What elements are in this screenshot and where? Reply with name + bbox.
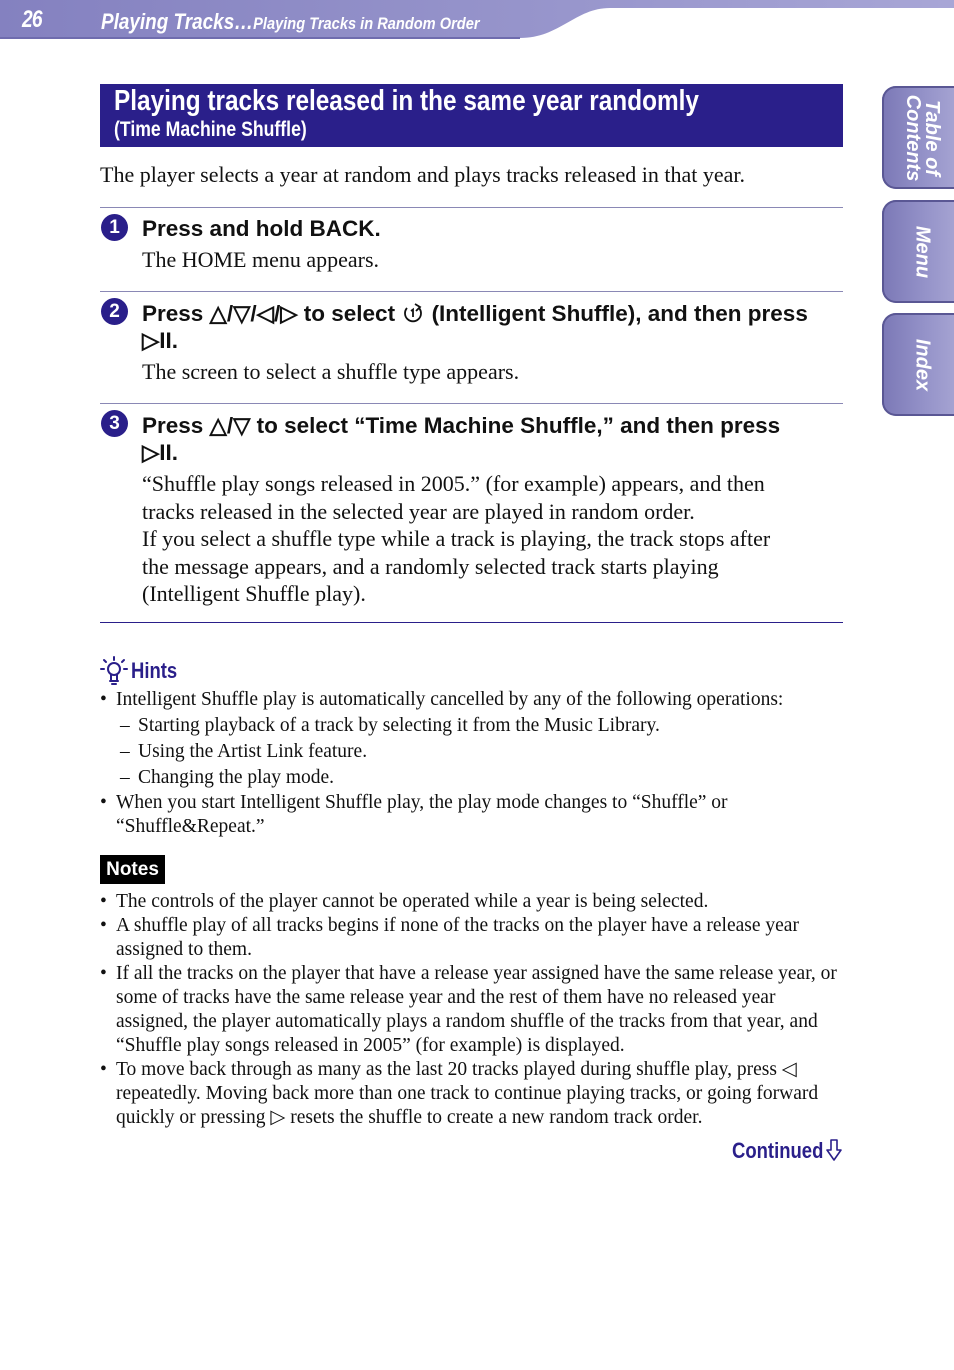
arrow-down-icon xyxy=(825,1138,843,1162)
intro-text: The player selects a year at random and plays tracks released in that year. xyxy=(100,162,746,187)
breadcrumb-separator: … xyxy=(234,9,254,34)
hints-list xyxy=(100,688,845,839)
step-2-heading-pre: Press △/▽/◁/▷ to select xyxy=(142,301,402,326)
tab-menu-label: Menu xyxy=(911,225,934,279)
list-item: • If all the tracks on the player that have a release year assigned have the same release year, or some of tracks have the same release year and the rest of them have no released year assigned, the player automatically plays a random shuffle of the tracks from that year, and “Shuffle play songs released in 2005” (for example) is displayed. xyxy=(100,962,845,1058)
intelligent-shuffle-icon xyxy=(401,300,425,324)
hint-text: Intelligent Shuffle play is automatically cancelled by any of the following operations: xyxy=(116,689,784,710)
notes-badge: Notes xyxy=(100,855,165,884)
step-3-body-line: tracks released in the selected year are played in random order. xyxy=(142,498,695,524)
list-item: • To move back through as many as the last 20 tracks played during shuffle play, press ◁ repeatedly. Moving back more than one track to continue playing tracks, or going forward quickly or pressing ▷ resets the shuffle to create a new random track order. xyxy=(100,1058,845,1130)
step-3-body-line: (Intelligent Shuffle play). xyxy=(142,581,366,606)
divider xyxy=(100,207,843,208)
divider xyxy=(100,622,843,623)
tab-table-of-contents[interactable] xyxy=(882,86,954,189)
step-2-heading-line2: ▷II. xyxy=(142,328,179,353)
notes-list xyxy=(100,890,845,1130)
list-item: • A shuffle play of all tracks begins if none of the tracks on the player have a release year assigned to them. xyxy=(100,914,845,962)
breadcrumb xyxy=(101,9,480,35)
hint-text: When you start Intelligent Shuffle play, the play mode changes to “Shuffle” or “Shuffle&Repeat.” xyxy=(116,792,728,837)
breadcrumb-section[interactable]: Playing Tracks xyxy=(101,9,235,34)
step-3-heading xyxy=(142,412,780,466)
list-item xyxy=(100,791,845,839)
step-3-body-line: “Shuffle play songs released in 2005.” (for example) appears, and then xyxy=(142,471,765,496)
step-3-heading-line2: ▷II. xyxy=(142,440,179,465)
step-1-body-line: The HOME menu appears. xyxy=(142,247,380,272)
hints-label: Hints xyxy=(131,658,178,683)
page-number: 26 xyxy=(22,6,42,33)
tab-table-of-contents-label: Table of Contents xyxy=(902,94,943,182)
continued-link[interactable] xyxy=(732,1136,844,1164)
breadcrumb-subsection[interactable]: Playing Tracks in Random Order xyxy=(253,14,480,33)
tab-index[interactable] xyxy=(882,313,954,416)
list-subitem: – Using the Artist Link feature. xyxy=(100,740,845,764)
list-subitem: – Changing the play mode. xyxy=(100,766,845,790)
list-item xyxy=(100,688,845,712)
lightbulb-icon xyxy=(100,656,128,686)
tab-index-label: Index xyxy=(911,338,934,392)
step-3-body xyxy=(142,470,770,608)
step-3-body-line: the message appears, and a randomly selected track starts playing xyxy=(142,553,719,579)
step-2-heading-post: (Intelligent Shuffle), and then press xyxy=(425,301,808,326)
step-2-number: 2 xyxy=(101,298,128,325)
step-1-number: 1 xyxy=(101,214,128,241)
step-1-heading: Press and hold BACK. xyxy=(142,216,381,241)
section-subtitle: (Time Machine Shuffle) xyxy=(114,118,307,141)
continued-label: Continued xyxy=(732,1138,824,1163)
step-2-body-line: The screen to select a shuffle type appears. xyxy=(142,359,520,384)
step-2-heading xyxy=(142,300,808,354)
list-subitem: – Starting playback of a track by selecting it from the Music Library. xyxy=(100,714,845,738)
step-1-body xyxy=(142,246,379,274)
tab-menu[interactable] xyxy=(882,200,954,303)
step-3-body-line: If you select a shuffle type while a track is playing, the track stops after xyxy=(142,526,771,551)
step-3-number: 3 xyxy=(101,410,128,437)
list-item: • The controls of the player cannot be operated while a year is being selected. xyxy=(100,890,845,914)
divider xyxy=(100,291,843,292)
section-title: Playing tracks released in the same year randomly xyxy=(114,85,699,117)
divider xyxy=(100,403,843,404)
step-2-body xyxy=(142,358,519,386)
section-title-block xyxy=(100,84,843,147)
page-header xyxy=(0,0,954,40)
step-3-heading-line1: Press △/▽ to select “Time Machine Shuffle,” and then press xyxy=(142,413,781,438)
